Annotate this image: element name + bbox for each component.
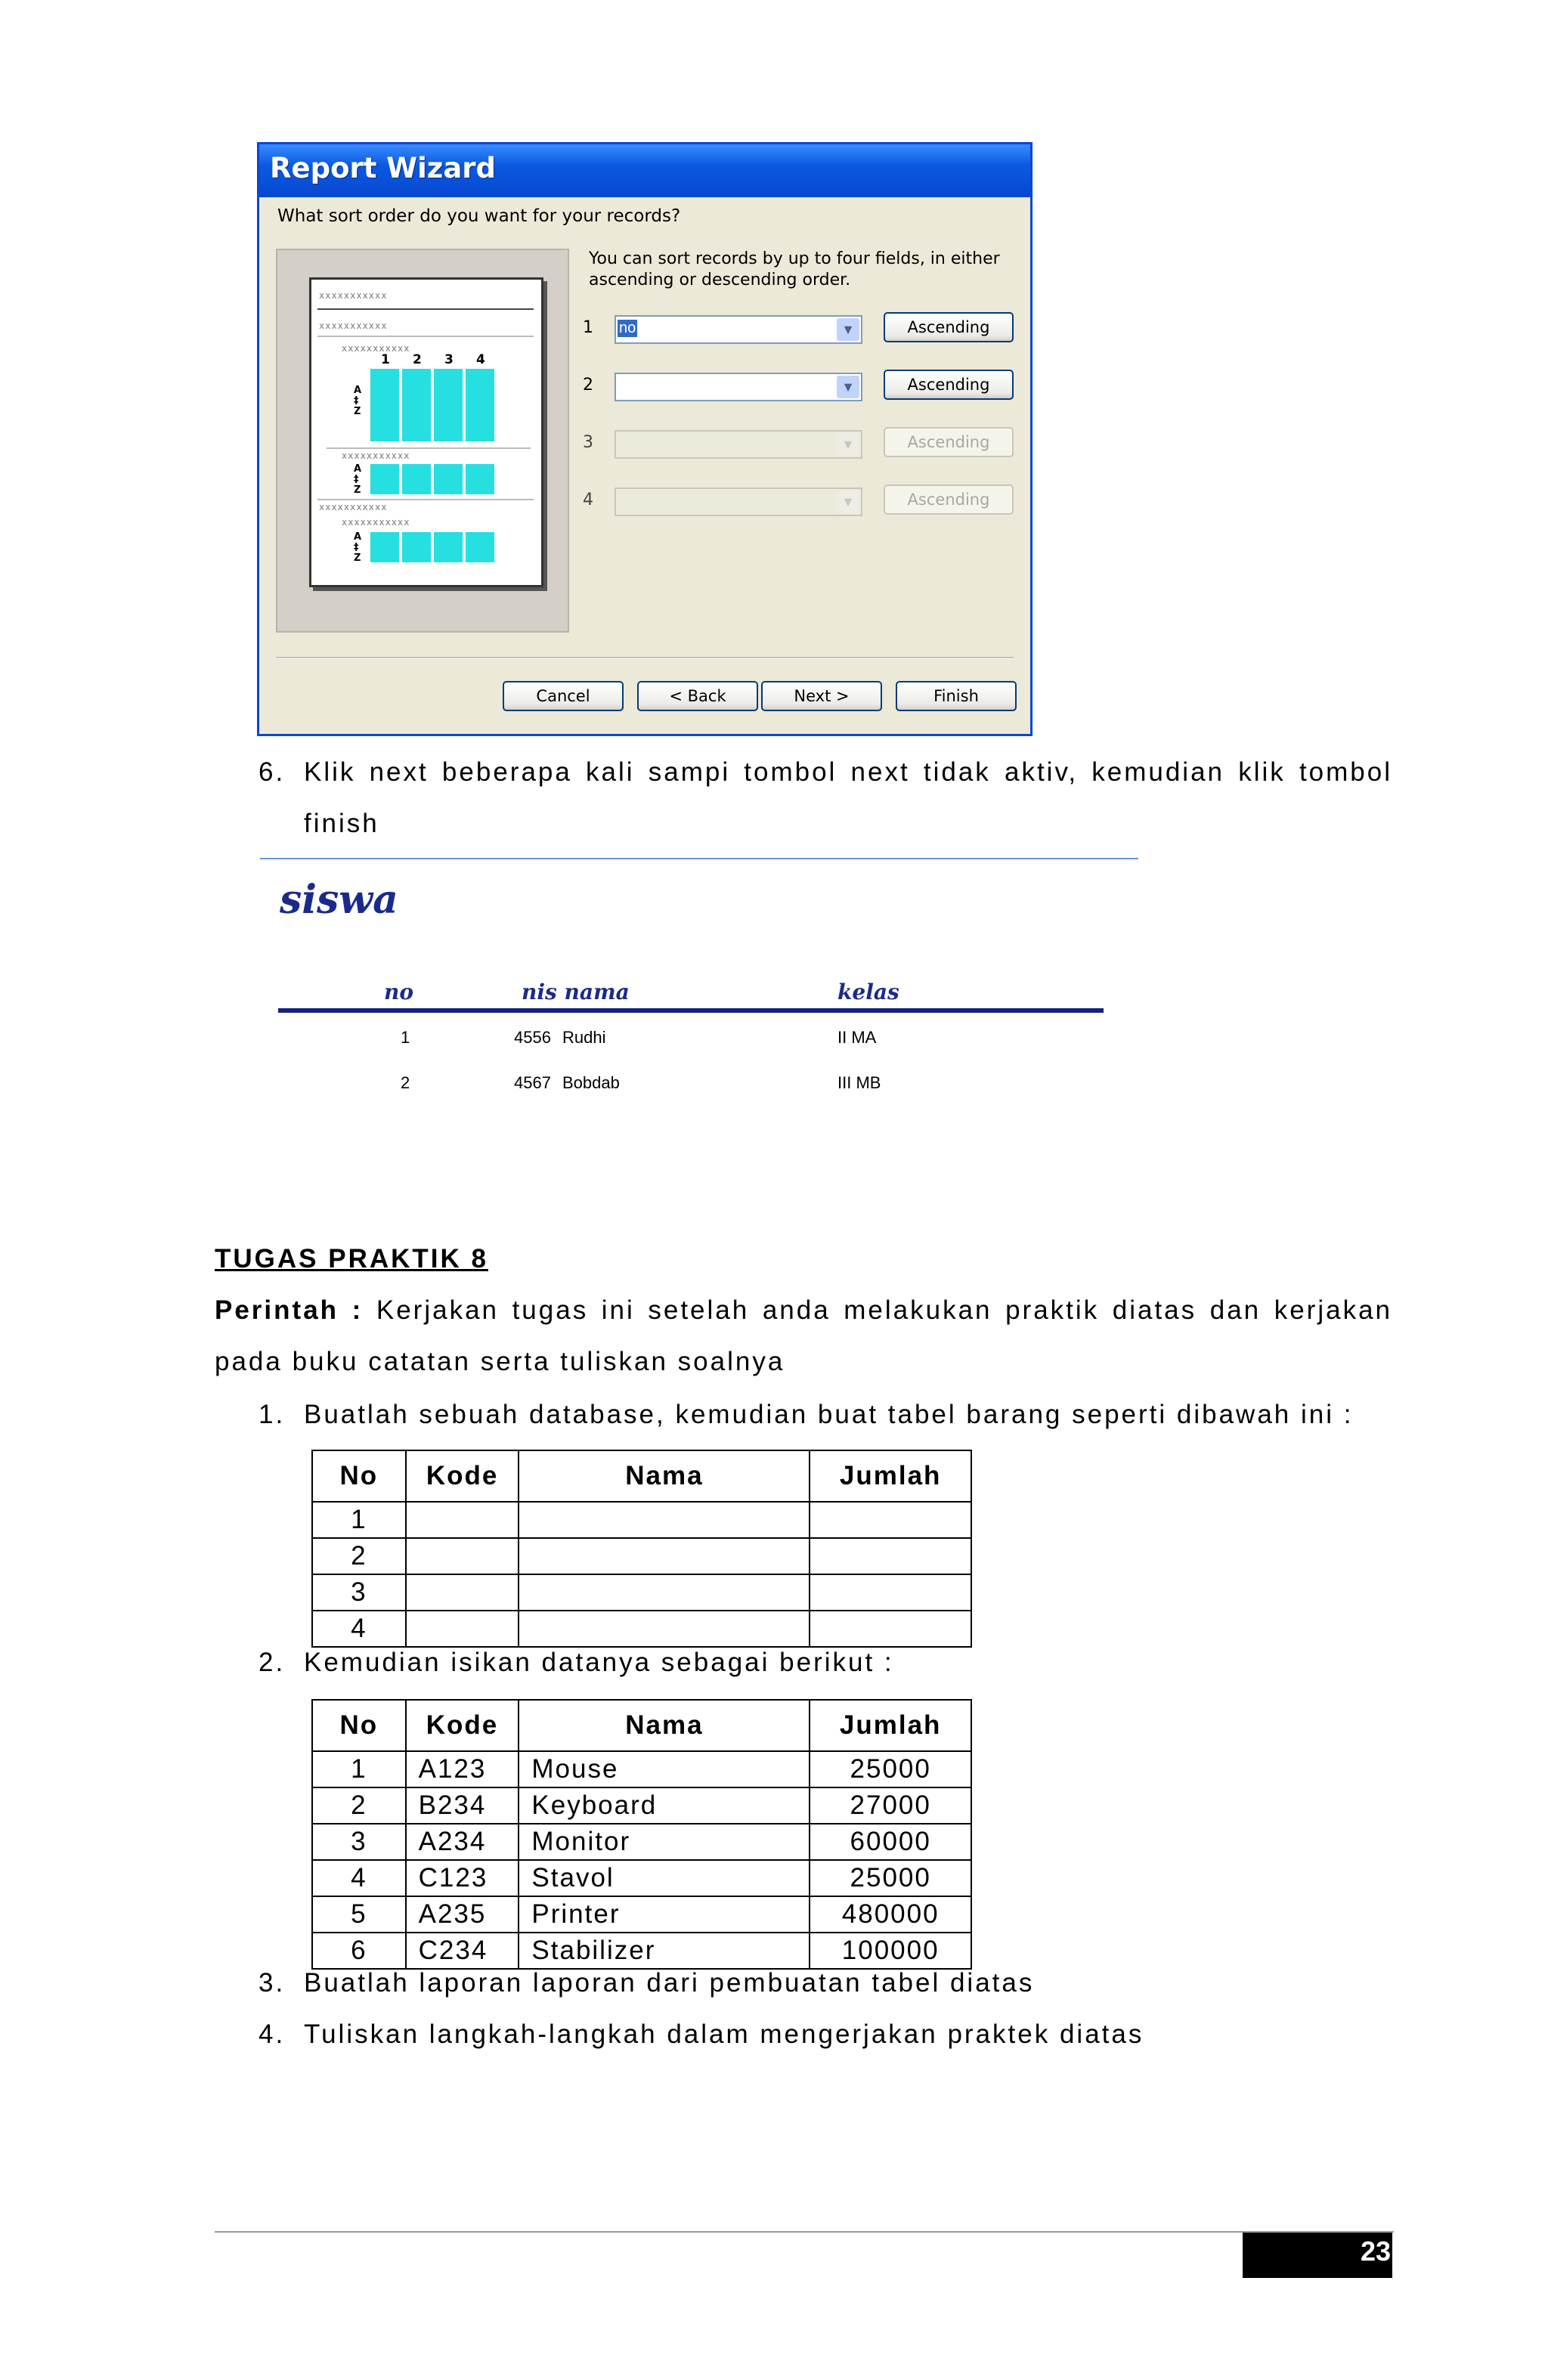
report-cell: Rudhi [562,1028,606,1047]
cell-nama: Keyboard [519,1787,810,1824]
report-cell: III MB [837,1073,881,1092]
cell-kode: C234 [406,1933,519,1969]
task-item-2: Kemudian isikan datanya sebagai berikut : [304,1648,894,1677]
report-header-no: no [384,980,414,1004]
cell-no: 4 [312,1611,406,1647]
report-header-rule [278,1008,1104,1013]
preview-placeholder: xxxxxxxxxxx [342,343,410,354]
cell-nama: Mouse [519,1751,810,1787]
cell-nama [519,1574,810,1611]
report-cell: II MA [837,1028,877,1047]
cell-nama [519,1502,810,1538]
cell-no: 2 [312,1787,406,1824]
sort-az-icon: A ‡ Z [354,463,362,496]
header-no: No [312,1450,406,1502]
cell-nama: Monitor [519,1824,810,1860]
report-cell: 1 [401,1028,410,1047]
sort-field-number: 3 [583,433,593,452]
sort-field-3-combo[interactable] [615,430,862,459]
header-jumlah: Jumlah [810,1700,971,1751]
step-number: 6. [259,757,286,787]
cell-kode [406,1538,519,1574]
page-number: 23 [1360,2236,1391,2267]
finish-button[interactable]: Finish [896,681,1017,711]
sort-field-number: 2 [583,376,593,395]
cancel-button[interactable]: Cancel [503,681,624,711]
instruction-text: Kerjakan tugas ini setelah anda melakukan praktik diatas dan kerjakan pada buku catatan serta tuliskan soalnya [215,1295,1392,1376]
cell-jumlah: 27000 [810,1787,971,1824]
preview-placeholder: xxxxxxxxxxx [342,450,410,461]
cell-kode: A234 [406,1824,519,1860]
table-header-row [312,1450,971,1502]
task-instruction [215,1285,1392,1388]
cell-jumlah [810,1502,971,1538]
preview-placeholder: xxxxxxxxxxx [319,290,388,301]
report-cell: 4556 [514,1028,551,1047]
table-row [312,1896,971,1933]
report-cell: Bobdab [562,1073,620,1092]
dialog-title: Report Wizard [270,152,497,184]
sort-field-1-value: no [619,320,636,336]
sort-az-icon: A ‡ Z [354,531,362,564]
footer-rule [215,2231,1394,2233]
table-header-row [312,1700,971,1751]
cell-kode: B234 [406,1787,519,1824]
chevron-down-icon: ▼ [837,491,859,513]
cell-no: 5 [312,1896,406,1933]
cell-jumlah: 25000 [810,1751,971,1787]
task-item-1: Buatlah sebuah database, kemudian buat tabel barang seperti dibawah ini : [304,1400,1354,1429]
chevron-down-icon[interactable]: ▼ [837,376,859,398]
sort-order-3-button[interactable]: Ascending [884,427,1014,457]
task-item-3: Buatlah laporan laporan dari pembuatan tabel diatas [304,1968,1035,1998]
sort-order-4-button[interactable]: Ascending [884,484,1014,515]
cell-no: 3 [312,1824,406,1860]
report-header-kelas: kelas [837,980,899,1004]
cell-nama [519,1538,810,1574]
cell-kode [406,1574,519,1611]
sort-order-2-button[interactable]: Ascending [884,370,1014,400]
sort-field-number: 4 [583,491,593,509]
cell-kode: C123 [406,1860,519,1896]
cell-no: 6 [312,1933,406,1969]
cell-kode: A123 [406,1751,519,1787]
header-kode: Kode [406,1700,519,1751]
table-row [312,1860,971,1896]
report-header-nis-nama: nis nama [522,980,630,1004]
item-number: 1. [259,1400,286,1429]
separator [276,657,1014,659]
preview-placeholder: xxxxxxxxxxx [319,320,388,331]
cell-jumlah [810,1538,971,1574]
header-no: No [312,1700,406,1751]
sort-info-text: You can sort records by up to four fields, in either ascending or descending order. [589,249,1000,289]
preview-col-1: 1 [381,352,390,367]
cell-jumlah: 60000 [810,1824,971,1860]
report-preview-image [309,277,543,587]
report-cell: 2 [401,1073,410,1092]
item-number: 2. [259,1648,286,1677]
header-nama: Nama [519,1700,810,1751]
preview-col-3: 3 [444,352,454,367]
cell-jumlah: 480000 [810,1896,971,1933]
table-row [312,1574,971,1611]
table-row [312,1502,971,1538]
cell-no: 1 [312,1751,406,1787]
sort-field-2-combo[interactable] [615,373,862,401]
table-row [312,1538,971,1574]
sort-field-4-combo[interactable] [615,487,862,516]
cell-jumlah [810,1574,971,1611]
cell-no: 4 [312,1860,406,1896]
cell-nama: Stavol [519,1860,810,1896]
header-jumlah: Jumlah [810,1450,971,1502]
header-nama: Nama [519,1450,810,1502]
item-number: 3. [259,1968,286,1998]
task-item-4: Tuliskan langkah-langkah dalam mengerjakan praktek diatas [304,2019,1144,2049]
cell-nama: Printer [519,1896,810,1933]
sort-az-icon: A ‡ Z [354,385,362,417]
table-row [312,1824,971,1860]
cell-kode [406,1502,519,1538]
sort-field-1-combo[interactable] [615,315,862,344]
instruction-label: Perintah : [215,1295,364,1325]
report-top-rule [260,858,1138,859]
report-preview-panel [276,249,569,633]
preview-placeholder: xxxxxxxxxxx [342,517,410,528]
cell-jumlah: 25000 [810,1860,971,1896]
back-button[interactable]: < Back [637,681,758,711]
table-barang-filled [311,1699,972,1970]
cell-nama: Stabilizer [519,1933,810,1969]
table-row [312,1751,971,1787]
chevron-down-icon[interactable]: ▼ [837,318,859,341]
preview-col-4: 4 [476,352,485,367]
table-barang-empty [311,1450,972,1648]
preview-col-2: 2 [413,352,422,367]
sort-field-number: 1 [583,318,593,337]
preview-placeholder: xxxxxxxxxxx [319,502,388,512]
report-cell: 4567 [514,1073,551,1092]
item-number: 4. [259,2019,286,2049]
sort-order-1-button[interactable]: Ascending [884,312,1014,342]
title-bar [259,144,1030,197]
next-button[interactable]: Next > [761,681,882,711]
table-row [312,1787,971,1824]
task-heading: TUGAS PRAKTIK 8 [215,1244,488,1274]
report-title: siswa [280,877,398,923]
cell-jumlah: 100000 [810,1933,971,1969]
wizard-question: What sort order do you want for your records? [277,206,681,226]
cell-no: 3 [312,1574,406,1611]
report-wizard-dialog [257,142,1033,736]
chevron-down-icon: ▼ [837,433,859,456]
cell-kode: A235 [406,1896,519,1933]
cell-no: 1 [312,1502,406,1538]
step-6-text: Klik next beberapa kali sampi tombol next tidak aktiv, kemudian klik tombol finish [304,757,1392,838]
cell-no: 2 [312,1538,406,1574]
header-kode: Kode [406,1450,519,1502]
